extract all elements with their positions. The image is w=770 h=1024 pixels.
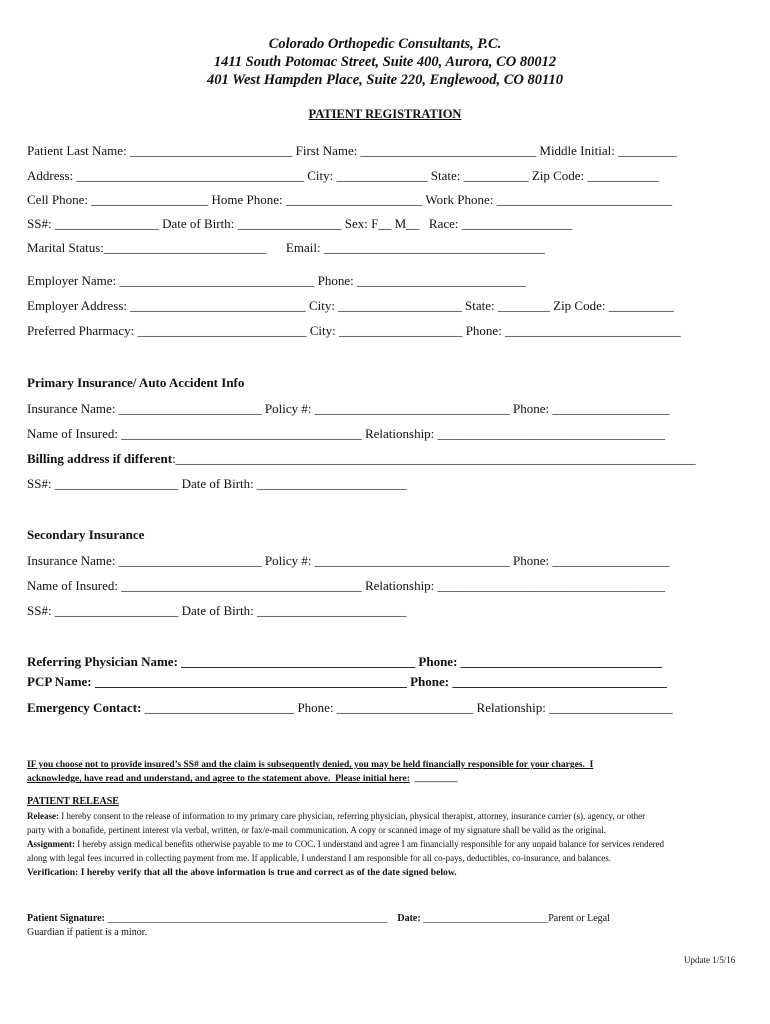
guardian-text: Guardian if patient is a minor. [27, 927, 147, 938]
patient-name-row[interactable]: Patient Last Name: _________________________ First Name: ___________________________ Middle Initial: _________ [27, 143, 677, 158]
primary-insured-row[interactable]: Name of Insured: _____________________________________ Relationship: ___________________________________ [27, 426, 666, 441]
pharmacy-row[interactable]: Preferred Pharmacy: __________________________ City: ___________________ Phone: ___________________________ [27, 323, 681, 338]
primary-insurance-name-row[interactable]: Insurance Name: ______________________ Policy #: ______________________________ Phone: __________________ [27, 401, 670, 416]
billing-address-row[interactable] [27, 451, 696, 467]
billing-address-label: Billing address if different [27, 451, 173, 466]
primary-ss-dob-row[interactable]: SS#: ___________________ Date of Birth: _______________________ [27, 476, 407, 491]
signature-field[interactable]: ________________________________________________________ [104, 913, 388, 924]
primary-insurance-heading: Primary Insurance/ Auto Accident Info [27, 375, 245, 390]
practice-address-1: 1411 South Potomac Street, Suite 400, Aurora, CO 80012 [213, 54, 557, 70]
billing-address-field[interactable]: :________________________________________________________________________________ [172, 451, 696, 466]
employer-address-row[interactable]: Employer Address: ___________________________ City: ___________________ State: ________ Zip Code: __________ [27, 298, 674, 313]
emergency-contact-row[interactable] [27, 700, 673, 716]
emergency-contact-label: Emergency Contact: [27, 700, 145, 715]
update-date: Update 1/5/16 [684, 955, 736, 965]
verification-text: Verification: I hereby verify that all the above information is true and correct as of the date signed below. [27, 867, 457, 878]
date-label: Date: [397, 913, 421, 924]
ss-notice-line2: acknowledge, have read and understand, and agree to the statement above. Please initial here: _________ [27, 774, 458, 784]
signature-row[interactable] [27, 912, 610, 926]
signature-label: Patient Signature: [27, 913, 105, 924]
pcp-row[interactable]: PCP Name: ________________________________________________ Phone: _________________________________ [27, 674, 667, 689]
form-title: PATIENT REGISTRATION [308, 107, 462, 121]
ss-dob-sex-row[interactable]: SS#: ________________ Date of Birth: ________________ Sex: F__ M__ Race: _________________ [27, 216, 573, 231]
release-text-1: Release: I hereby consent to the release of information to my primary care physician, referring physician, physical therapist, attorney, insurance carrier (s), agency, or other [27, 811, 646, 821]
phones-row[interactable]: Cell Phone: __________________ Home Phone: _____________________ Work Phone: ___________________________ [27, 192, 673, 207]
date-field[interactable]: _________________________ [420, 913, 549, 924]
assignment-text-1: Assignment: I hereby assign medical benefits otherwise payable to me to COC. I understand and agree I am financially responsible for any unpaid balance for services rendered [27, 839, 665, 849]
marital-email-row[interactable]: Marital Status:_________________________ Email: __________________________________ [27, 240, 545, 255]
patient-release-heading: PATIENT RELEASE [27, 796, 119, 807]
release-text-2: party with a bonafide, pertinent interest via verbal, written, or fax/e-mail communication. A copy or scanned image of my signature shall be valid as the original. [27, 825, 606, 835]
referring-physician-row[interactable]: Referring Physician Name: ____________________________________ Phone: _______________________________ [27, 654, 663, 669]
secondary-ss-dob-row[interactable]: SS#: ___________________ Date of Birth: _______________________ [27, 603, 407, 618]
assignment-text-2: along with legal fees incurred in collecting payment from me. If applicable, I understand I am responsible for all co-pays, deductibles, co-insurance, and balances. [27, 853, 612, 863]
practice-name: Colorado Orthopedic Consultants, P.C. [268, 36, 502, 52]
address-row[interactable]: Address: ___________________________________ City: ______________ State: __________ Zip Code: ___________ [27, 168, 659, 183]
practice-address-2: 401 West Hampden Place, Suite 220, Englewood, CO 80110 [207, 72, 563, 88]
initial-here-field[interactable]: _________ [414, 774, 458, 784]
secondary-insurance-name-row[interactable]: Insurance Name: ______________________ Policy #: ______________________________ Phone: __________________ [27, 553, 670, 568]
secondary-insurance-heading: Secondary Insurance [27, 527, 145, 542]
ss-notice-line1: IF you choose not to provide insured’s SS# and the claim is subsequently denied, you may be held financially responsible for your charges. I [27, 760, 594, 770]
emergency-contact-fields[interactable]: _______________________ Phone: _____________________ Relationship: ___________________ [144, 700, 673, 715]
secondary-insured-row[interactable]: Name of Insured: _____________________________________ Relationship: ___________________________________ [27, 578, 666, 593]
parent-legal-text: Parent or Legal [548, 913, 610, 924]
employer-name-row[interactable]: Employer Name: ______________________________ Phone: __________________________ [27, 273, 527, 288]
